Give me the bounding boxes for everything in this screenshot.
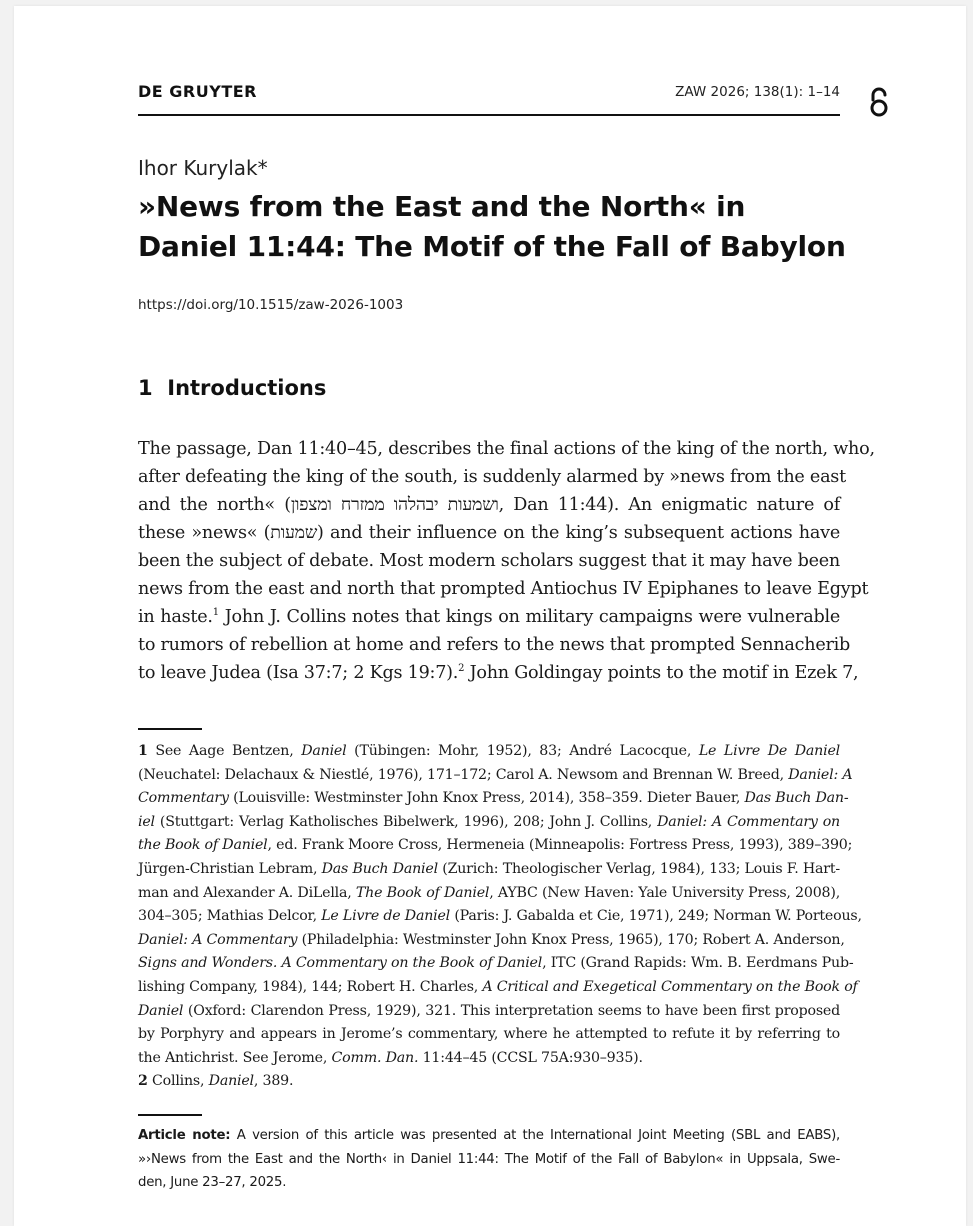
article-note-label: Article note: <box>138 1128 231 1143</box>
footnote-number: 1 <box>138 743 148 759</box>
body-line: news from the east and north that prompted Antiochus IV Epiphanes to leave Egypt <box>138 579 869 599</box>
section-heading <box>138 376 326 400</box>
body-line: these »news« (שמעות) and their influence on the king’s subsequent actions have <box>138 523 840 543</box>
section-title: Introductions <box>167 376 327 400</box>
footnote-line: Jürgen-Christian Lebram, Das Buch Daniel (Zurich: Theologischer Verlag, 1984), 133; Louis F. Hart- <box>138 860 840 877</box>
footnote-line: 304–305; Mathias Delcor, Le Livre de Daniel (Paris: J. Gabalda et Cie, 1971), 249; Norman W. Porteous, <box>138 908 862 925</box>
footnote-line: lishing Company, 1984), 144; Robert H. Charles, A Critical and Exegetical Commentary on the Book of <box>138 978 858 995</box>
footnote-line: 2 Collins, Daniel, 389. <box>138 1073 294 1090</box>
body-line: been the subject of debate. Most modern scholars suggest that it may have been <box>138 551 840 571</box>
title-line: Daniel 11:44: The Motif of the Fall of Babylon <box>138 230 846 263</box>
body-line: to leave Judea (Isa 37:7; 2 Kgs 19:7).$^2$ John Goldingay points to the motif in Ezek 7, <box>138 663 859 683</box>
article-note-line: »›News from the East and the North‹ in Daniel 11:44: The Motif of the Fall of Babylon« in Uppsala, Swe- <box>138 1151 840 1167</box>
body-line: to rumors of rebellion at home and refers to the news that prompted Sennacherib <box>138 635 851 655</box>
doi-link[interactable]: https://doi.org/10.1515/zaw-2026-1003 <box>138 297 404 313</box>
footnote-line: the Book of Daniel, ed. Frank Moore Cross, Hermeneia (Minneapolis: Fortress Press, 1993), 389–390; <box>138 837 853 854</box>
footnotes <box>138 740 862 1094</box>
footnote-line: Daniel (Oxford: Clarendon Press, 1929), 321. This interpretation seems to have been first proposed <box>138 1002 840 1019</box>
journal-citation: ZAW 2026; 138(1): 1–14 <box>675 84 840 100</box>
article-note <box>138 1124 840 1195</box>
footnote-line: by Porphyry and appears in Jerome’s commentary, where he attempted to refute it by referring to <box>138 1026 840 1043</box>
article-note-line: Article note: A version of this article was presented at the International Joint Meeting (SBL and EABS), <box>138 1128 840 1143</box>
footnote-line: iel (Stuttgart: Verlag Katholisches Bibelwerk, 1996), 208; John J. Collins, Daniel: A Commentary on <box>138 813 840 830</box>
footnote-ref[interactable]: 1 <box>212 607 219 618</box>
body-line: and the north« (ושמעות יבהלהו ממזרח ומצפון, Dan 11:44). An enigmatic nature of <box>138 495 840 515</box>
footnote-line: Daniel: A Commentary (Philadelphia: Westminster John Knox Press, 1965), 170; Robert A. Anderson, <box>138 931 845 948</box>
footnote-line: 1 See Aage Bentzen, Daniel (Tübingen: Mohr, 1952), 83; André Lacocque, Le Livre De Daniel <box>138 743 840 759</box>
publisher-logo: DE GRUYTER <box>138 82 257 101</box>
article-note-divider <box>138 1114 202 1116</box>
article-title <box>138 187 868 267</box>
title-line: »News from the East and the North« in <box>138 190 746 223</box>
body-line: The passage, Dan 11:40–45, describes the final actions of the king of the north, who, <box>138 439 875 459</box>
section-number: 1 <box>138 376 153 400</box>
footnote-divider <box>138 728 202 730</box>
body-paragraph <box>138 435 875 687</box>
footnote-line: (Neuchatel: Delachaux & Niestlé, 1976), 171–172; Carol A. Newsom and Brennan W. Breed, Daniel: A <box>138 766 853 783</box>
article-note-line: den, June 23–27, 2025. <box>138 1175 287 1190</box>
footnote-ref[interactable]: 2 <box>458 663 465 674</box>
author-name: Ihor Kurylak* <box>138 156 268 180</box>
footnote-line: man and Alexander A. DiLella, The Book of Daniel, AYBC (New Haven: Yale University Press, 2008), <box>138 884 840 901</box>
body-line: after defeating the king of the south, is suddenly alarmed by »news from the east <box>138 467 846 487</box>
footnote-line: Signs and Wonders. A Commentary on the Book of Daniel, ITC (Grand Rapids: Wm. B. Eerdmans Pub- <box>138 955 854 972</box>
open-access-icon <box>866 86 892 118</box>
footnote-line: Commentary (Louisville: Westminster John Knox Press, 2014), 358–359. Dieter Bauer, Das Buch Dan- <box>138 790 849 807</box>
hebrew-text: שמעות <box>270 523 318 543</box>
body-line: in haste.$^1$ John J. Collins notes that kings on military campaigns were vulnerable <box>138 607 841 627</box>
hebrew-text: ושמעות יבהלהו ממזרח ומצפון <box>290 495 499 515</box>
header-divider <box>138 114 840 116</box>
footnote-line: the Antichrist. See Jerome, Comm. Dan. 11:44–45 (CCSL 75A:930–935). <box>138 1049 643 1066</box>
page <box>14 6 966 1226</box>
footnote-number: 2 <box>138 1073 148 1090</box>
